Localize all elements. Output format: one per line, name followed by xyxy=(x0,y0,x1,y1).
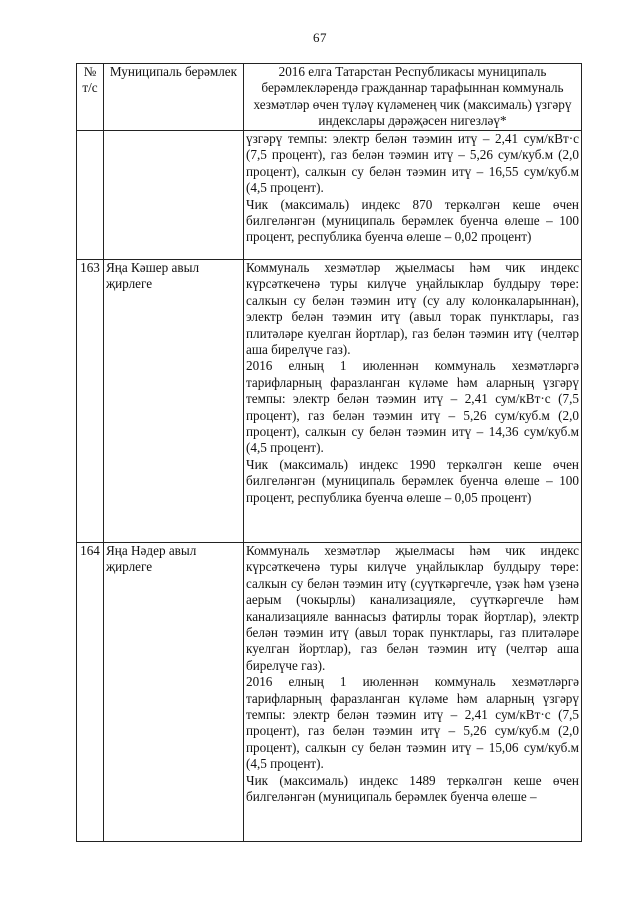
description-paragraph: 2016 елның 1 июленнән коммуналь хезмәтләргә тарифларның фаразланган күләме һәм аларның үзгәрү темпы: электр белән тәэмин итү – 2,41 сум/кВт·с (7,5 процент), газ белән тәэмин итү – 5,26 сум/куб.м (2,0 процент), салкын су белән тәэмин итү – 14,36 сум/куб.м (4,5 процент). xyxy=(246,358,579,456)
page-number: 67 xyxy=(313,30,327,45)
row-number: 163 xyxy=(77,260,104,543)
description-paragraph: Чик (максималь) индекс 1990 теркәлгән кеше өчен билгеләнгән (муниципаль берәмлек буенча өлеше – 100 процент, республика буенча өлеше – 0,05 процент) xyxy=(246,456,579,505)
table-row xyxy=(77,260,582,543)
row-municipality: Яңа Нәдер авыл җирлеге xyxy=(104,543,244,842)
row-municipality: Яңа Кәшер авыл җирлеге xyxy=(104,260,244,543)
table-row xyxy=(77,543,582,842)
description-paragraph: Коммуналь хезмәтләр җыелмасы һәм чик индекс күрсәткеченә туры килүче уңайлыклар булдыру төре: салкын су белән тәэмин итү (суүткәргечле, үзәк һәм үзенә аерым (чокырлы) канализацияле, суүткәргечле һәм канализацияле ваннасыз фатирлы торак йортлар), электр белән тәэмин итү (авыл торак пунктлары, газ плитәләре куелган йортлар), газ белән тәэмин итү (челтәр аша бирелүче газ). xyxy=(246,543,579,673)
header-description: 2016 елга Татарстан Республикасы муниципаль берәмлекләрендә гражданнар тарафыннан коммуналь хезмәтләр өчен түләү күләменең чик (максималь) үзгәрү индекслары дәрәҗәсен нигезләү* xyxy=(244,64,582,131)
header-municipality: Муниципаль берәмлек xyxy=(104,64,244,131)
header-number: № т/с xyxy=(77,64,104,131)
row-number: 164 xyxy=(77,543,104,842)
description-paragraph: Чик (максималь) индекс 870 теркәлгән кеше өчен билгеләнгән (муниципаль берәмлек буенча өлеше – 100 процент, республика буенча өлеше – 0,02 процент) xyxy=(246,196,579,245)
table-row xyxy=(77,131,582,260)
row-description xyxy=(244,131,582,260)
row-description xyxy=(244,543,582,842)
description-paragraph: үзгәрү темпы: электр белән тәэмин итү – 2,41 сум/кВт·с (7,5 процент), газ белән тәэмин итү – 5,26 сум/куб.м (2,0 процент), салкын су белән тәэмин итү – 16,55 сум/куб.м (4,5 процент). xyxy=(246,131,579,196)
description-paragraph: 2016 елның 1 июленнән коммуналь хезмәтләргә тарифларның фаразланган күләме һәм аларның үзгәрү темпы: электр белән тәэмин итү – 2,41 сум/кВт·с (7,5 процент), газ белән тәэмин итү – 5,26 сум/куб.м (2,0 процент), салкын су белән тәэмин итү – 15,06 сум/куб.м (4,5 процент). xyxy=(246,674,579,772)
description-paragraph: Коммуналь хезмәтләр җыелмасы һәм чик индекс күрсәткеченә туры килүче уңайлыклар булдыру төре: салкын су белән тәэмин итү (су алу колонкаларыннан), электр белән тәэмин итү (авыл торак пунктлары, газ плитәләре куелган йортлар), газ белән тәэмин итү (челтәр аша бирелүче газ). xyxy=(246,260,579,358)
tariff-index-table xyxy=(76,63,582,842)
row-municipality xyxy=(104,131,244,260)
row-description xyxy=(244,260,582,543)
row-number xyxy=(77,131,104,260)
description-paragraph: Чик (максималь) индекс 1489 теркәлгән кеше өчен билгеләнгән (муниципаль берәмлек буенча өлеше – xyxy=(246,772,579,805)
table-header-row xyxy=(77,64,582,131)
